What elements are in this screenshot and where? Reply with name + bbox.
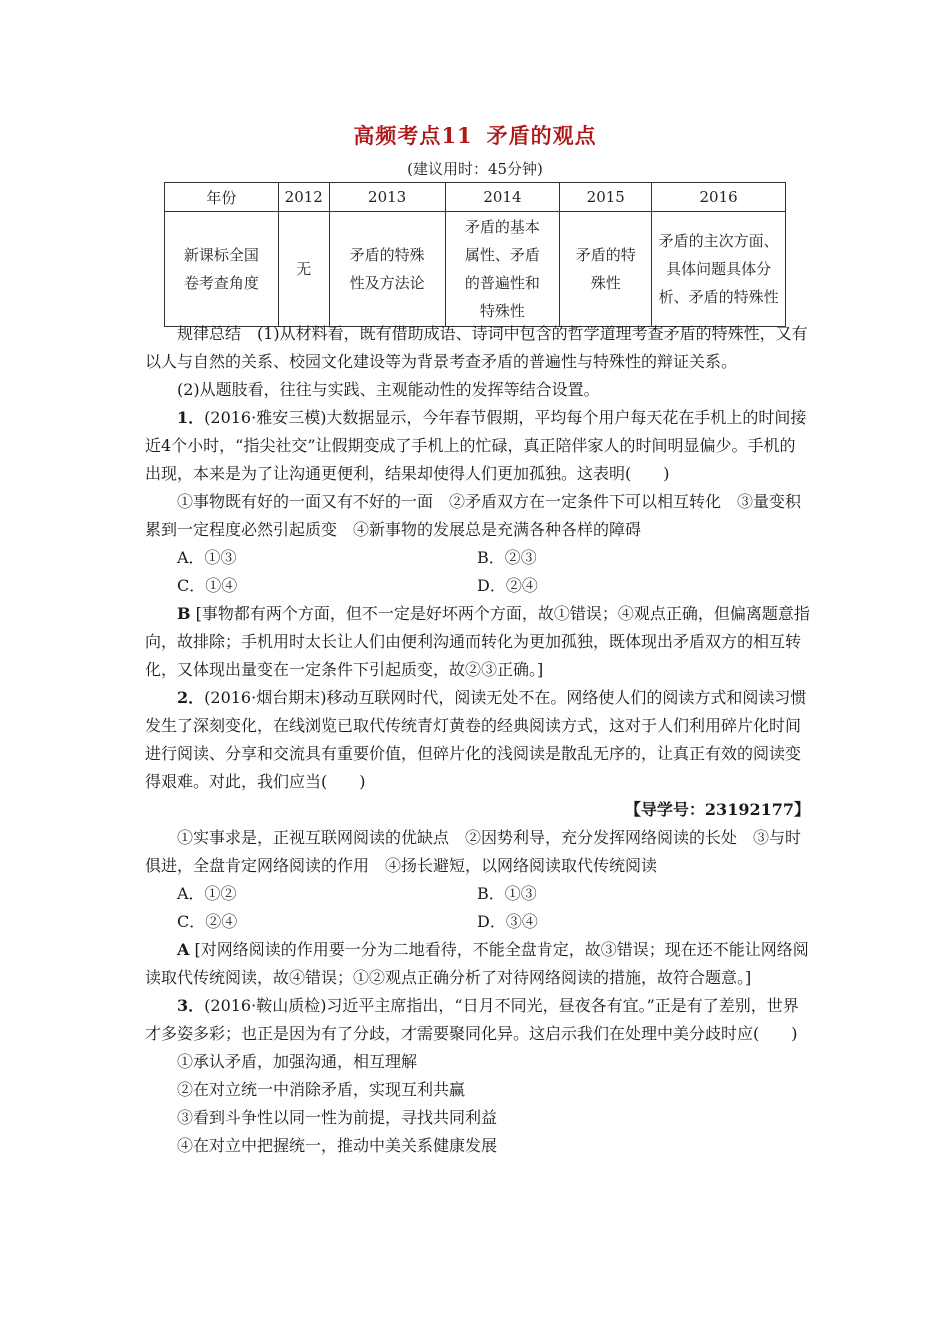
question-stem: (2016·雅安三模)大数据显示，今年春节假期，平均每个用户每天花在手机上的时间接近4个小时，“指尖社交”让假期变成了手机上的忙碌，真正陪伴家人的时间明显偏少。手机的出现，本来是为了让沟通更便利，结果却使得人们更加孤独。这表明( ) [145,408,807,483]
question-stem: (2016·鞍山质检)习近平主席指出，“日月不同光，昼夜各有宜。”正是有了差别，世界才多姿多彩；也正是因为有了分歧，才需要聚同化异。这启示我们在处理中美分歧时应( ) [145,996,799,1043]
exam-statistics-table [164,182,786,327]
question-1 [145,404,810,488]
table-header: 年份 [165,183,279,212]
question-item: ④在对立中把握统一，推动中美关系健康发展 [177,1136,498,1155]
title-topic-number: 高频考点11 [353,123,473,148]
question-number: 3． [177,996,205,1015]
table-header: 2014 [445,183,560,212]
table-cell: 矛盾的主次方面、具体问题具体分析、矛盾的特殊性 [652,212,786,327]
table-cell: 无 [278,212,329,327]
option-b[interactable]: B．②③ [477,548,537,567]
options-row [177,544,810,572]
table-row [165,212,786,327]
answer-letter: B [177,604,191,623]
answer-text: [事物都有两个方面，但不一定是好坏两个方面，故①错误；④观点正确，但偏离题意指向，故排除；手机用时太长让人们由便利沟通而转化为更加孤独，既体现出矛盾双方的相互转化，又体现出量变在一定条件下引起质变，故②③正确。] [145,604,810,679]
option-d[interactable]: D．②④ [477,576,538,595]
table-header: 2013 [329,183,445,212]
table-cell: 矛盾的基本属性、矛盾的普遍性和特殊性 [445,212,560,327]
question-stem: (2016·烟台期末)移动互联网时代，阅读无处不在。网络使人们的阅读方式和阅读习惯发生了深刻变化，在线浏览已取代传统青灯黄卷的经典阅读方式，这对于人们利用碎片化时间进行阅读、分享和交流具有重要价值，但碎片化的浅阅读是散乱无序的，让真正有效的阅读变得艰难。对此，我们应当( ) [145,688,807,791]
question-3 [145,992,810,1048]
table-cell: 矛盾的特殊性及方法论 [329,212,445,327]
answer-explanation [145,936,810,992]
table-header: 2012 [278,183,329,212]
option-a[interactable]: A．①② [177,884,237,903]
guide-number: 【导学号：23192177】 [624,800,810,819]
question-items: ①事物既有好的一面又有不好的一面 ②矛盾双方在一定条件下可以相互转化 ③量变积累到一定程度必然引起质变 ④新事物的发展总是充满各种各样的障碍 [145,492,802,539]
option-c[interactable]: C．②④ [177,912,238,931]
question-2 [145,684,810,796]
table-cell: 矛盾的特殊性 [560,212,652,327]
question-number: 1． [177,408,205,427]
answer-explanation [145,600,810,684]
suggested-time: (建议用时：45分钟) [407,160,543,178]
document-body [145,320,810,1160]
option-b[interactable]: B．①③ [477,884,537,903]
answer-letter: A [177,940,190,959]
question-item: ②在对立统一中消除矛盾，实现互利共赢 [177,1080,466,1099]
page-title [0,120,950,150]
table-header-row [165,183,786,212]
summary-paragraph: 规律总结 (1)从材料看，既有借助成语、诗词中包含的哲学道理考查矛盾的特殊性，又有以人与自然的关系、校园文化建设等为背景考查矛盾的普遍性与特殊性的辩证关系。 [145,324,808,371]
table-row-label: 新课标全国卷考查角度 [165,212,279,327]
answer-text: [对网络阅读的作用要一分为二地看待，不能全盘肯定，故③错误；现在还不能让网络阅读取代传统阅读，故④错误；①②观点正确分析了对待网络阅读的措施，故符合题意。] [145,940,809,987]
options-row [177,572,810,600]
question-number: 2． [177,688,205,707]
question-item: ①承认矛盾，加强沟通，相互理解 [177,1052,418,1071]
question-items: ①实事求是，正视互联网阅读的优缺点 ②因势利导，充分发挥网络阅读的长处 ③与时俱进，全盘肯定网络阅读的作用 ④扬长避短，以网络阅读取代传统阅读 [145,828,802,875]
options-row [177,908,810,936]
summary-paragraph: (2)从题肢看，往往与实践、主观能动性的发挥等结合设置。 [177,380,600,399]
option-d[interactable]: D．③④ [477,912,538,931]
option-c[interactable]: C．①④ [177,576,238,595]
table-header: 2016 [652,183,786,212]
table-header: 2015 [560,183,652,212]
question-item: ③看到斗争性以同一性为前提，寻找共同利益 [177,1108,498,1127]
options-row [177,880,810,908]
title-topic-name: 矛盾的观点 [486,123,597,148]
option-a[interactable]: A．①③ [177,548,237,567]
